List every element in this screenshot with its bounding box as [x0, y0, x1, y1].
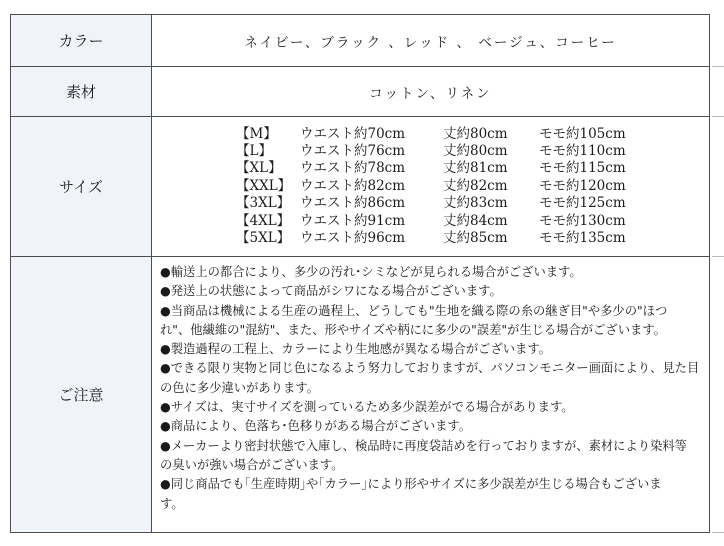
note-line: ●同じ商品でも｢生産時期｣や｢カラー｣により形やサイズに多少誤差が生じる場合もございま — [160, 477, 662, 492]
material-row — [11, 67, 710, 117]
note-line: ●当商品は機械による生産の過程上、どうしても"生地を織る際の糸の継ぎ目"や多少の"ほつ — [160, 303, 668, 318]
waist-measure: ウエスト約78cm — [300, 160, 406, 177]
notes-value — [152, 257, 710, 533]
note-line: ●商品により、色落ち･色移りがある場合がございます。 — [160, 419, 472, 434]
length-measure: 丈約80cm — [443, 125, 508, 142]
table-edge-line — [712, 532, 724, 533]
size-name: 【3XL】 — [236, 195, 291, 212]
notes-list — [152, 257, 709, 514]
note-line: れ"、他繊維の"混紡"、また、形やサイズや柄にに多少の"誤差"が生じる場合がございます。 — [160, 322, 666, 337]
size-label: サイズ — [11, 117, 152, 257]
waist-measure: ウエスト約96cm — [300, 230, 406, 247]
length-measure: 丈約82cm — [443, 177, 508, 194]
length-measure: 丈約80cm — [443, 142, 508, 159]
thigh-measure: モモ約130cm — [539, 212, 626, 229]
length-measure: 丈約83cm — [443, 195, 508, 212]
note-line: ●サイズは、実寸サイズを測っているため多少誤差がでる場合があります。 — [160, 400, 574, 415]
size-chart-row — [236, 230, 709, 247]
size-chart-row — [236, 213, 709, 230]
thigh-measure: モモ約135cm — [539, 230, 626, 247]
note-line: ●できる限り実物と同じ色になるよう努力しておりますが、パソコンモニター画面により、見た目 — [160, 361, 699, 376]
size-chart-row — [236, 143, 709, 160]
size-chart-row — [236, 178, 709, 195]
size-chart — [236, 126, 709, 248]
size-name: 【XL】 — [236, 160, 282, 177]
thigh-measure: モモ約120cm — [539, 177, 626, 194]
thigh-measure: モモ約115cm — [539, 160, 626, 177]
length-measure: 丈約84cm — [443, 212, 508, 229]
waist-measure: ウエスト約91cm — [300, 212, 406, 229]
material-value: コットン、リネン — [152, 67, 710, 117]
size-chart-row — [236, 195, 709, 212]
notes-row — [11, 257, 710, 533]
notes-label: ご注意 — [11, 257, 152, 533]
length-measure: 丈約85cm — [443, 230, 508, 247]
note-line: ●メーカーより密封状態で入庫し、検品時に再度袋詰めを行っておりますが、素材により染料等 — [160, 438, 687, 453]
table-edge-line — [712, 66, 724, 67]
thigh-measure: モモ約105cm — [539, 125, 626, 142]
size-value — [152, 117, 710, 257]
size-name: 【L】 — [236, 142, 272, 159]
note-line: ●輸送上の都合により、多少の汚れ･シミなどが見られる場合がございます。 — [160, 265, 582, 279]
size-name: 【4XL】 — [236, 212, 291, 229]
size-name: 【XXL】 — [236, 177, 292, 194]
note-line: の色に多少違いがあります。 — [160, 380, 319, 395]
color-label: カラー — [11, 15, 152, 67]
note-line: ●製造過程の工程上、カラーにより生地感が異なる場合がございます。 — [160, 342, 551, 357]
waist-measure: ウエスト約70cm — [300, 125, 406, 142]
size-chart-row — [236, 126, 709, 143]
size-name: 【5XL】 — [236, 230, 291, 247]
color-row — [11, 15, 710, 67]
size-chart-row — [236, 160, 709, 177]
waist-measure: ウエスト約86cm — [300, 195, 406, 212]
table-edge-line — [712, 116, 724, 117]
product-spec-table — [10, 14, 710, 533]
length-measure: 丈約81cm — [443, 160, 508, 177]
note-line: ●発送上の状態によって商品がシワになる場合がございます。 — [160, 284, 502, 299]
waist-measure: ウエスト約82cm — [300, 177, 406, 194]
thigh-measure: モモ約125cm — [539, 195, 626, 212]
material-label: 素材 — [11, 67, 152, 117]
size-name: 【M】 — [236, 125, 277, 142]
note-line: の臭いが強い場合がございます。 — [160, 457, 344, 472]
color-value: ネイビー、ブラック 、レッド 、 ベージュ、コーヒー — [152, 15, 710, 67]
table-edge-line — [712, 256, 724, 257]
note-line: す。 — [160, 496, 184, 511]
size-row — [11, 117, 710, 257]
waist-measure: ウエスト約76cm — [300, 142, 406, 159]
thigh-measure: モモ約110cm — [539, 142, 626, 159]
